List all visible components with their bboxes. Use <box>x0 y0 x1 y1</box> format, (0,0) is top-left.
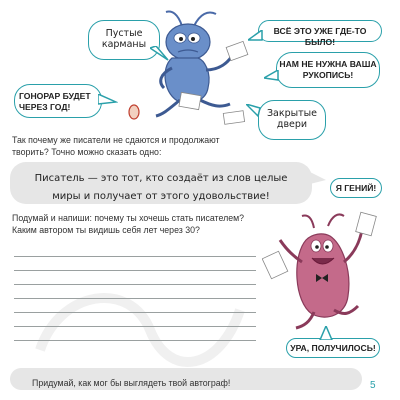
pink-monster-illustration <box>262 206 392 334</box>
writing-line[interactable] <box>14 312 256 313</box>
bubble-tail <box>310 172 328 186</box>
writing-line[interactable] <box>14 284 256 285</box>
bubble-seen-before <box>258 20 382 47</box>
task-text: Подумай и напиши: почему ты хочешь стать писателем? Каким автором ты видишь себя лет через 30? <box>12 213 245 235</box>
bubble-im-genius-text: Я ГЕНИЙ! <box>335 183 377 193</box>
bubble-empty-pockets-text: Пустые карманы <box>101 28 147 50</box>
autograph-prompt: Придумай, как мог бы выглядеть твой автограф! <box>32 378 231 388</box>
bubble-tail <box>318 326 334 340</box>
writing-line[interactable] <box>14 270 256 271</box>
bubble-hooray-text: УРА, ПОЛУЧИЛОСЬ! <box>290 343 376 353</box>
page-number: 5 <box>370 380 376 391</box>
bubble-tail <box>98 94 118 108</box>
quote-text: Писатель — это тот, кто создаёт из слов целые миры и получает от этого удовольствие! <box>34 173 288 202</box>
bubble-fee-next-year-text: ГОНОРАР БУДЕТ ЧЕРЕЗ ГОД! <box>19 91 91 112</box>
bubble-fee-next-year <box>14 84 102 118</box>
autograph-bar[interactable] <box>10 368 362 390</box>
writing-line[interactable] <box>14 298 256 299</box>
blue-monster-illustration <box>120 8 260 126</box>
writing-line[interactable] <box>14 340 256 341</box>
bubble-tail <box>264 70 280 84</box>
intro-text: Так почему же писатели не сдаются и продолжают творить? Точно можно сказать одно: <box>12 135 220 157</box>
bubble-closed-doors-text: Закрытые двери <box>266 108 318 130</box>
bubble-im-genius <box>330 178 382 198</box>
bubble-hooray <box>286 338 380 358</box>
writing-line[interactable] <box>14 256 256 257</box>
bubble-seen-before-text: ВСЁ ЭТО УЖЕ ГДЕ-ТО БЫЛО! <box>273 26 367 47</box>
writing-line[interactable] <box>14 326 256 327</box>
quote-bubble <box>10 162 312 204</box>
bubble-closed-doors <box>258 100 326 140</box>
bubble-dont-need-manuscript <box>276 52 380 88</box>
bubble-dont-need-manuscript-text: НАМ НЕ НУЖНА ВАША РУКОПИСЬ! <box>279 59 377 80</box>
